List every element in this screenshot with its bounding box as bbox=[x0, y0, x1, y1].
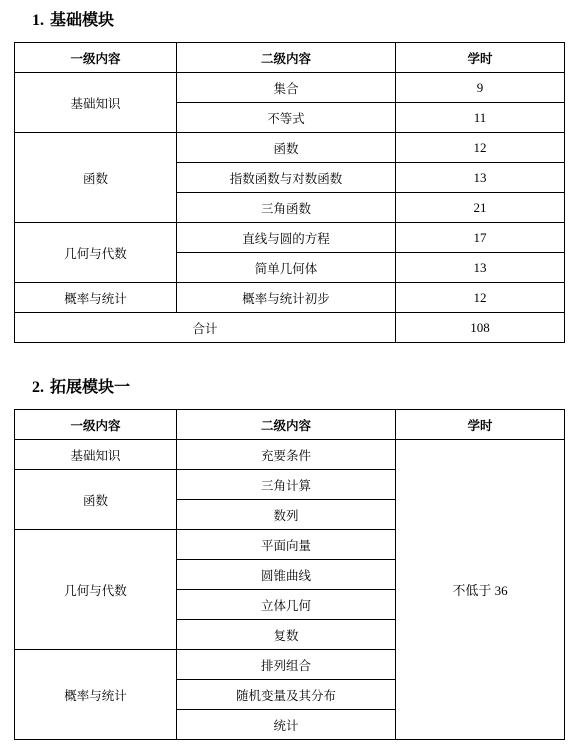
second-level-cell: 指数函数与对数函数 bbox=[177, 163, 396, 193]
table-total-row bbox=[15, 313, 565, 343]
section-heading-extension-module-one bbox=[32, 377, 130, 398]
first-level-cell: 几何与代数 bbox=[15, 223, 177, 283]
first-level-cell: 函数 bbox=[15, 133, 177, 223]
table-row bbox=[15, 73, 565, 103]
second-level-cell: 统计 bbox=[177, 710, 396, 740]
second-level-cell: 三角函数 bbox=[177, 193, 396, 223]
header-second-level: 二级内容 bbox=[177, 410, 396, 440]
table-row bbox=[15, 283, 565, 313]
header-first-level: 一级内容 bbox=[15, 410, 177, 440]
header-second-level: 二级内容 bbox=[177, 43, 396, 73]
section-heading-basic-module bbox=[32, 10, 114, 31]
second-level-cell: 数列 bbox=[177, 500, 396, 530]
second-level-cell: 充要条件 bbox=[177, 440, 396, 470]
second-level-cell: 集合 bbox=[177, 73, 396, 103]
second-level-cell: 随机变量及其分布 bbox=[177, 680, 396, 710]
table-row bbox=[15, 440, 565, 470]
hours-cell: 13 bbox=[396, 163, 565, 193]
table-row bbox=[15, 133, 565, 163]
section-title: 拓展模块一 bbox=[50, 377, 131, 396]
second-level-cell: 概率与统计初步 bbox=[177, 283, 396, 313]
second-level-cell: 立体几何 bbox=[177, 590, 396, 620]
extension-module-table bbox=[14, 409, 565, 740]
second-level-cell: 直线与圆的方程 bbox=[177, 223, 396, 253]
table-row bbox=[15, 223, 565, 253]
second-level-cell: 平面向量 bbox=[177, 530, 396, 560]
second-level-cell: 不等式 bbox=[177, 103, 396, 133]
first-level-cell: 概率与统计 bbox=[15, 283, 177, 313]
second-level-cell: 复数 bbox=[177, 620, 396, 650]
second-level-cell: 圆锥曲线 bbox=[177, 560, 396, 590]
header-hours: 学时 bbox=[396, 410, 565, 440]
hours-cell: 11 bbox=[396, 103, 565, 133]
header-first-level: 一级内容 bbox=[15, 43, 177, 73]
header-hours: 学时 bbox=[396, 43, 565, 73]
second-level-cell: 函数 bbox=[177, 133, 396, 163]
section-number: 2. bbox=[32, 379, 44, 396]
first-level-cell: 几何与代数 bbox=[15, 530, 177, 650]
section-number: 1. bbox=[32, 12, 44, 29]
total-label-cell: 合计 bbox=[15, 313, 396, 343]
first-level-cell: 基础知识 bbox=[15, 440, 177, 470]
table-header-row bbox=[15, 410, 565, 440]
second-level-cell: 简单几何体 bbox=[177, 253, 396, 283]
first-level-cell: 基础知识 bbox=[15, 73, 177, 133]
table-header-row bbox=[15, 43, 565, 73]
first-level-cell: 概率与统计 bbox=[15, 650, 177, 740]
basic-module-table bbox=[14, 42, 565, 343]
hours-cell: 21 bbox=[396, 193, 565, 223]
hours-cell: 13 bbox=[396, 253, 565, 283]
hours-cell: 12 bbox=[396, 133, 565, 163]
hours-cell: 17 bbox=[396, 223, 565, 253]
hours-cell: 12 bbox=[396, 283, 565, 313]
first-level-cell: 函数 bbox=[15, 470, 177, 530]
section-title: 基础模块 bbox=[50, 10, 115, 29]
second-level-cell: 排列组合 bbox=[177, 650, 396, 680]
second-level-cell: 三角计算 bbox=[177, 470, 396, 500]
hours-note-cell: 不低于 36 bbox=[396, 440, 565, 740]
hours-cell: 9 bbox=[396, 73, 565, 103]
total-hours-cell: 108 bbox=[396, 313, 565, 343]
